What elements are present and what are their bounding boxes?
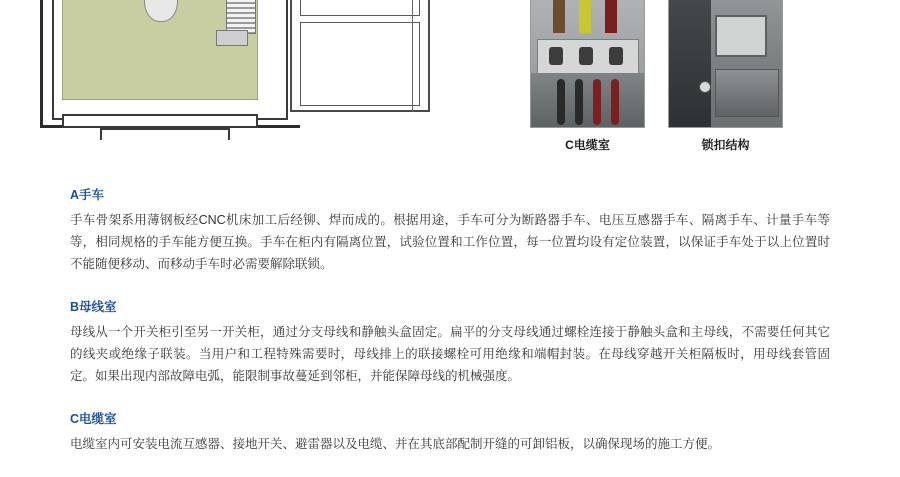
section-c-body: 电缆室内可安装电流互感器、接地开关、避雷器以及电缆、并在其底部配制开缝的可卸铝板，以确保现场的施工方便。 — [70, 437, 721, 451]
section-b-body: 母线从一个开关柜引至另一开关柜，通过分支母线和静触头盒固定。扁平的分支母线通过螺栓连接于静触头盒和主母线，不需要任何其它的线夹或绝缘子联装。当用户和工程特殊需要时，母线排上的联接螺栓可用绝缘和端帽封装。在母线穿越开关柜隔板时，用母线套管固定。如果出现内部故障电弧，能限制事故蔓延到邻柜，并能保障母线的机械强度。 — [70, 325, 830, 383]
drawing-base-bar-lower — [100, 128, 230, 140]
section-b-title: B母线室 — [70, 300, 117, 314]
drawing-block-2 — [216, 30, 248, 46]
busbar-yellow — [579, 0, 591, 33]
photo-knob-1 — [549, 47, 563, 65]
photo-lower-assembly — [715, 69, 779, 117]
drawing-slot-middle — [300, 0, 420, 16]
photo-knob-2 — [579, 47, 593, 65]
busbar-red — [605, 0, 617, 33]
cable-compartment-photo-block — [530, 0, 645, 153]
lock-structure-photo — [668, 0, 783, 128]
cable-2 — [575, 79, 583, 125]
busbar-brown — [553, 0, 565, 33]
cable-4 — [611, 79, 619, 125]
photo-grey-box — [715, 15, 767, 57]
cable-1 — [557, 79, 565, 125]
drawing-slot-lower — [300, 22, 420, 106]
drawing-spring-lower — [226, 0, 256, 34]
lock-structure-caption: 锁扣结构 — [701, 138, 750, 152]
section-a-title: A手车 — [70, 188, 105, 202]
section-a-body: 手车骨架系用薄钢板经CNC机床加工后经铆、焊而成的。根据用途，手车可分为断路器手车、电压互感器手车、隔离手车、计量手车等等，相同规格的手车能方便互换。手车在柜内有隔离位置，试验位置和工作位置，每一位置均设有定位装置，以保证手车处于以上位置时不能随便移动、而移动手车时必需要解除联锁。 — [70, 213, 830, 271]
drawing-right-cabinet — [290, 0, 430, 112]
cable-3 — [593, 79, 601, 125]
lock-structure-photo-block — [668, 0, 783, 153]
drawing-base-bar — [62, 114, 258, 128]
cable-compartment-photo — [530, 0, 645, 128]
section-c-title: C电缆室 — [70, 412, 117, 426]
drawing-vertical-line — [412, 0, 413, 112]
photo-knob-3 — [609, 47, 623, 65]
section-b-busbar-room — [70, 297, 830, 387]
content-sections — [70, 185, 830, 477]
section-c-cable-room — [70, 409, 830, 455]
photo-cable-bundle — [531, 73, 644, 128]
technical-drawing — [40, 0, 430, 140]
photo-bolt — [699, 81, 711, 93]
section-a-handcart — [70, 185, 830, 275]
cable-compartment-caption: C电缆室 — [565, 138, 610, 152]
illustration-area — [0, 0, 900, 160]
photo-dark-column — [669, 0, 711, 128]
